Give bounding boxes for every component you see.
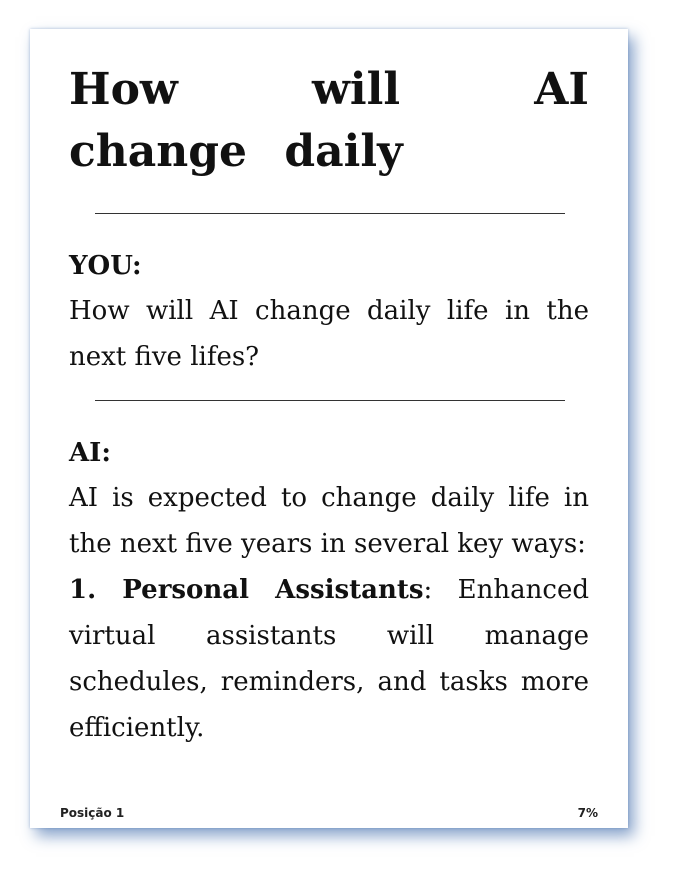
answer-intro: AI is expected to change daily life in the next five years in several key ways:: [69, 483, 589, 559]
location-indicator: Posição 1: [60, 806, 125, 820]
list-item-text: : Enhanced virtual assistants will manage schedules, reminders, and tasks more efficiently.: [69, 575, 589, 743]
progress-indicator: 7%: [577, 806, 598, 820]
you-label: YOU:: [69, 251, 142, 281]
page-content: [69, 59, 589, 751]
list-item: [69, 567, 589, 751]
divider: [95, 400, 565, 401]
ai-label: AI:: [69, 438, 111, 468]
list-item-heading: 1. Personal Assistants: [69, 575, 424, 605]
page-title: How will AI change daily: [69, 64, 589, 177]
reader-page: [30, 29, 628, 828]
question-text: How will AI change daily life in the next five lifes?: [69, 296, 589, 372]
reader-footer: [60, 806, 598, 820]
divider: [95, 213, 565, 214]
